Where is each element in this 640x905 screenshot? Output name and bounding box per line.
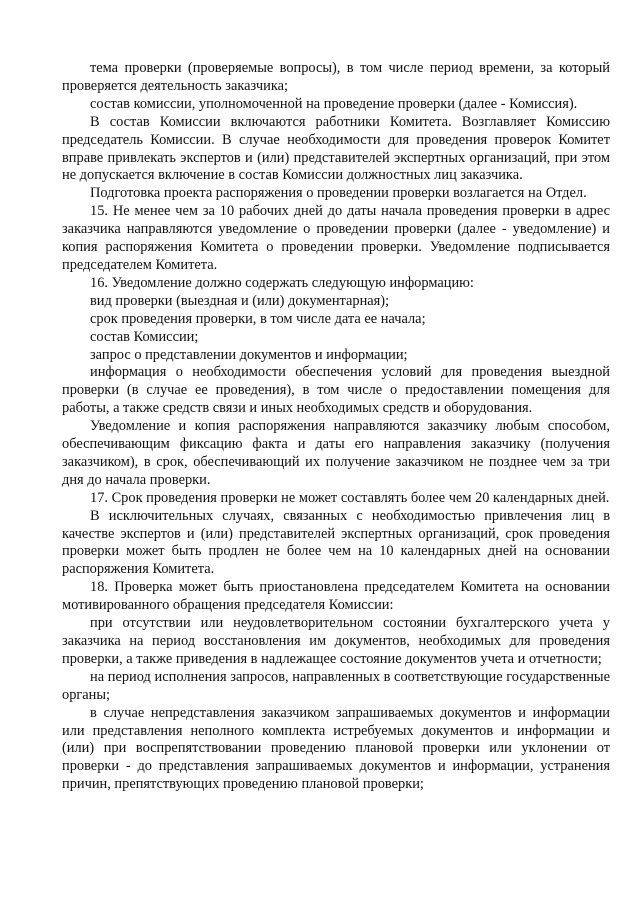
- paragraph-commission: состав комиссии, уполномоченной на проведение проверки (далее - Комиссия).: [90, 95, 578, 112]
- paragraph-commission-composition: состав Комиссии;: [90, 328, 199, 345]
- paragraph-order-preparation: Подготовка проекта распоряжения о проведении проверки возлагается на Отдел.: [90, 185, 587, 202]
- paragraph-commission-members: В состав Комиссии включаются работники Комитета. Возглавляет Комиссию председатель Комиссии. В случае необходимости для проведения проверок Комитет вправе привлекать экспертов и (или) представителей экспертных организаций, при этом не допускается включение в состав Комиссии должностных лиц заказчика.: [62, 113, 610, 184]
- paragraph-conditions-info: информация о необходимости обеспечения условий для проведения выездной проверки (в случае ее проведения), в том числе о предоставлении помещения для работы, а также средств связи и иных необходимых средств и оборудования.: [62, 364, 610, 417]
- paragraph-suspension-requests: на период исполнения запросов, направленных в соответствующие государственные органы;: [62, 668, 610, 703]
- paragraph-inspection-period: срок проведения проверки, в том числе дата ее начала;: [90, 310, 426, 327]
- paragraph-topic: тема проверки (проверяемые вопросы), в том числе период времени, за который проверяется деятельность заказчика;: [62, 60, 610, 94]
- paragraph-notification-delivery: Уведомление и копия распоряжения направляются заказчику любым способом, обеспечивающим фиксацию факта и даты его направления заказчику (получения заказчиком), в срок, обеспечивающий их получение заказчиком не позднее чем за три дня до начала проверки.: [62, 418, 610, 488]
- paragraph-suspension-nondisclosure: в случае непредставления заказчиком запрашиваемых документов и информации или представления неполного комплекта истребуемых документов и информации и (или) при воспрепятствовании проведению плановой проверки или уклонении от проверки - до представления запрашиваемых документов и информации, устранения причин, препятствующих проведению плановой проверки;: [62, 704, 610, 793]
- paragraph-17: 17. Срок проведения проверки не может составлять более чем 20 календарных дней.: [90, 489, 610, 506]
- paragraph-18: 18. Проверка может быть приостановлена председателем Комитета на основании мотивированного обращения председателя Комиссии:: [62, 579, 610, 614]
- document-page: [62, 60, 610, 794]
- paragraph-inspection-type: вид проверки (выездная и (или) документарная);: [90, 292, 390, 309]
- paragraph-16: 16. Уведомление должно содержать следующую информацию:: [90, 274, 474, 291]
- paragraph-documents-request: запрос о представлении документов и информации;: [90, 346, 408, 363]
- paragraph-15: 15. Не менее чем за 10 рабочих дней до даты начала проведения проверки в адрес заказчика направляются уведомление о проведении проверки (далее - уведомление) и копия распоряжения Комитета о проведении проверки. Уведомление подписывается председателем Комитета.: [62, 203, 610, 273]
- paragraph-extension: В исключительных случаях, связанных с необходимостью привлечения лиц в качестве экспертов и (или) представителей экспертных организаций, срок проведения проверки может быть продлен не более чем на 10 календарных дней на основании распоряжения Комитета.: [62, 507, 610, 578]
- paragraph-suspension-accounting: при отсутствии или неудовлетворительном состоянии бухгалтерского учета у заказчика на период восстановления им документов, необходимых для проведения проверки, а также приведения в надлежащее состояние документов учета и отчетности;: [62, 615, 610, 667]
